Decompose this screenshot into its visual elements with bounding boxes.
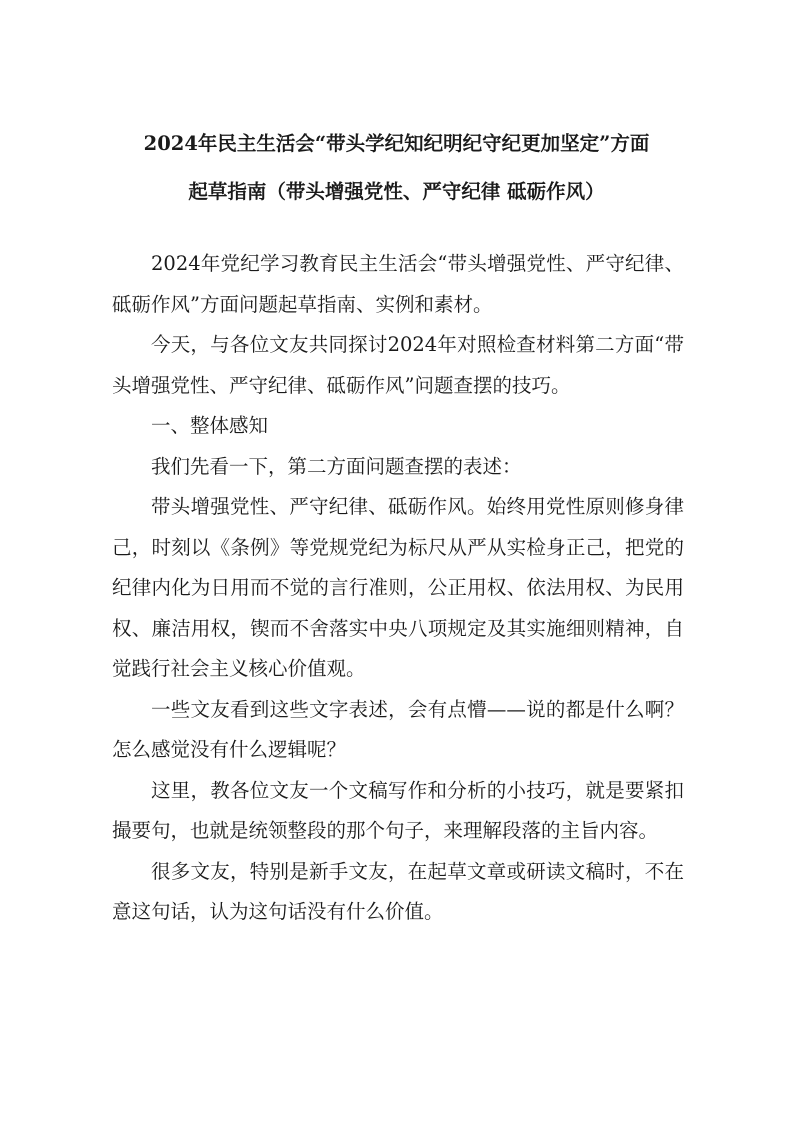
- document-title-line-1: 2024年民主生活会“带头学纪知纪明纪守纪更加坚定”方面: [143, 132, 650, 155]
- body-paragraph: 2024年党纪学习教育民主生活会“带头增强党性、严守纪律、砥砺作风”方面问题起草指南、实例和素材。: [112, 252, 684, 316]
- section-heading: 一、整体感知: [151, 414, 269, 437]
- body-paragraph: 这里，教各位文友一个文稿写作和分析的小技巧，就是要紧扣撮要句，也就是统领整段的那个句子，来理解段落的主旨内容。: [112, 778, 684, 842]
- body-paragraph: 今天，与各位文友共同探讨2024年对照检查材料第二方面“带头增强党性、严守纪律、砥砺作风”问题查摆的技巧。: [112, 333, 684, 397]
- document-body: [112, 244, 684, 933]
- body-paragraph: 带头增强党性、严守纪律、砥砺作风。始终用党性原则修身律己，时刻以《条例》等党规党纪为标尺从严从实检身正己，把党的纪律内化为日用而不觉的言行准则，公正用权、依法用权、为民用权、廉洁用权，锲而不舍落实中央八项规定及其实施细则精神，自觉践行社会主义核心价值观。: [112, 495, 684, 680]
- body-paragraph: 很多文友，特别是新手文友，在起草文章或研读文稿时，不在意这句话，认为这句话没有什么价值。: [112, 859, 684, 923]
- document-title-line-2: 起草指南（带头增强党性、严守纪律 砥砺作风）: [188, 180, 605, 203]
- body-paragraph: 一些文友看到这些文字表述，会有点懵——说的都是什么啊？怎么感觉没有什么逻辑呢？: [112, 697, 684, 761]
- body-paragraph: 我们先看一下，第二方面问题查摆的表述：: [151, 454, 522, 478]
